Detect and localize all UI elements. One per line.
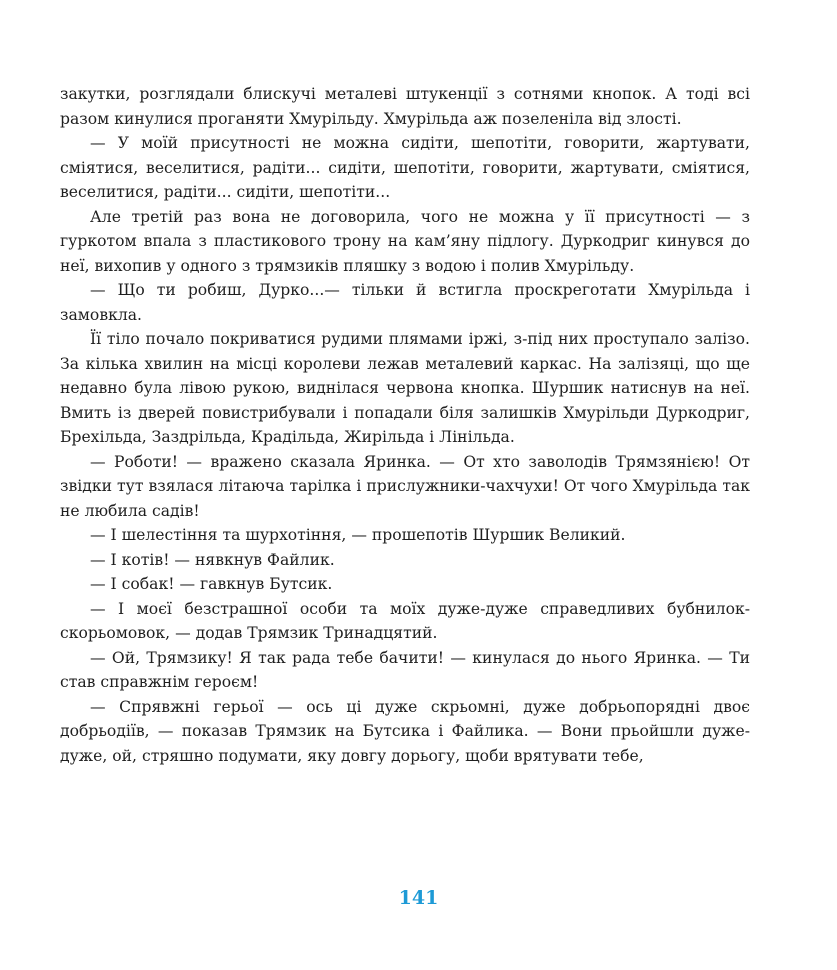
- paragraph: — Спрявжні герьої — ось ці дуже скрьомні, дуже добрьопорядні двоє добрьодіїв, — показав Трямзик на Бутсика і Файлика. — Вони прьойшли дуже-дуже, ой, стряшно подумати, яку довгу дорьогу, щоби врятувати тебе,: [60, 697, 750, 765]
- paragraph: — І шелестіння та шурхотіння, — прошепотів Шуршик Великий.: [90, 526, 626, 544]
- page-body-text: [60, 82, 750, 768]
- paragraph: — Роботи! — вражено сказала Яринка. — От хто заволодів Трямзянією! От звідки тут взялася літаюча тарілка і прислужники-чахчухи! От чого Хмурільда так не любила садів!: [60, 452, 750, 520]
- paragraph: — Що ти робиш, Дурко...— тільки й встигла проскреготати Хмурільда і замовкла.: [60, 281, 750, 324]
- paragraph: Але третій раз вона не договорила, чого не можна у її присутності — з гуркотом впала з пластикового трону на кам’яну підлогу. Дуркодриг кинувся до неї, вихопив у одного з трямзиків пляшку з водою і полив Хмурільду.: [60, 207, 750, 275]
- paragraph-continuation: закутки, розглядали блискучі металеві штукенції з сотнями кнопок. А тоді всі разом кинулися проганяти Хмурільду. Хмурільда аж позеленіла від злості.: [60, 85, 750, 128]
- paragraph: — І моєї безстрашної особи та моїх дуже-дуже справедливих бубнилок-скорьомовок, — додав Трямзик Тринадцятий.: [60, 599, 750, 642]
- paragraph: — І собак! — гавкнув Бутсик.: [90, 575, 333, 593]
- paragraph: Її тіло почало покриватися рудими плямами іржі, з-під них проступало залізо. За кілька хвилин на місці королеви лежав металевий каркас. На залізяці, що ще недавно була лівою рукою, виднілася червона кнопка. Шуршик натиснув на неї. Вмить із дверей повистрибували і попадали біля залишків Хмурільди Дуркодриг, Брехільда, Заздрільда, Крадільда, Жирільда і Лінільда.: [60, 330, 750, 446]
- paragraph: — І котів! — нявкнув Файлик.: [90, 550, 335, 569]
- paragraph: — Ой, Трямзику! Я так рада тебе бачити! — кинулася до нього Яринка. — Ти став справжнім героєм!: [60, 648, 750, 691]
- paragraph: — У моїй присутності не можна сидіти, шепотіти, говорити, жартувати, сміятися, веселитися, радіти... сидіти, шепотіти, говорити, жартувати, сміятися, веселитися, радіти... сидіти, шепотіти...: [60, 134, 750, 201]
- page-number: 141: [398, 887, 439, 909]
